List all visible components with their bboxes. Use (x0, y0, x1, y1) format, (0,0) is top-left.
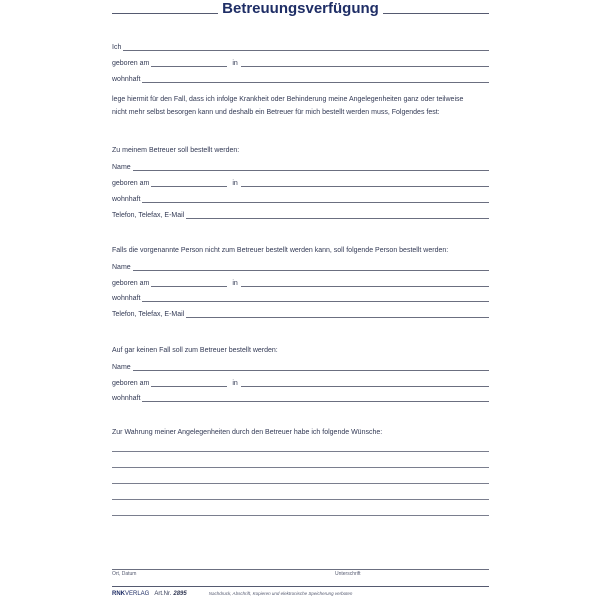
section3-heading: Auf gar keinen Fall soll zum Betreuer bestellt werden: (112, 347, 278, 354)
article-label: Art.Nr. (154, 591, 172, 597)
s2-birth-row (112, 276, 489, 288)
residence-field[interactable] (142, 82, 489, 83)
article-number: 2895 (173, 591, 187, 597)
s3-residence-row (112, 391, 489, 403)
intro-line-1: lege hiermit für den Fall, dass ich infolge Krankheit oder Behinderung meine Angelegenheiten ganz oder teilweise (112, 96, 464, 103)
title-rule-left (112, 13, 218, 14)
wishes-heading: Zur Wahrung meiner Angelegenheiten durch den Betreuer habe ich folgende Wünsche: (112, 429, 383, 436)
in-label: in (232, 60, 238, 67)
born-label: geboren am (112, 60, 150, 67)
birth-place-field[interactable] (241, 66, 489, 67)
s1-contact-field[interactable] (186, 218, 489, 219)
signature-line[interactable] (112, 569, 489, 570)
section1-heading: Zu meinem Betreuer soll bestellt werden: (112, 147, 240, 154)
footer (112, 591, 489, 597)
declarant-birth-row (112, 56, 489, 68)
wishes-line[interactable] (112, 499, 489, 500)
born-label: geboren am (112, 180, 150, 187)
s3-residence-field[interactable] (142, 401, 489, 402)
s1-name-field[interactable] (133, 170, 489, 171)
born-label: geboren am (112, 280, 150, 287)
residence-label: wohnhaft (112, 395, 141, 402)
contact-label: Telefon, Telefax, E-Mail (112, 212, 185, 219)
name-label: Name (112, 164, 131, 171)
wishes-line[interactable] (112, 515, 489, 516)
residence-label: wohnhaft (112, 76, 141, 83)
birth-date-field[interactable] (151, 66, 227, 67)
in-label: in (232, 380, 238, 387)
intro-line-2: nicht mehr selbst besorgen kann und deshalb ein Betreuer für mich bestellt werden muss, Folgendes fest: (112, 109, 440, 116)
s1-residence-row (112, 192, 489, 204)
s2-contact-row (112, 307, 489, 319)
intro-paragraph (112, 93, 492, 119)
name-label: Name (112, 364, 131, 371)
in-label: in (232, 180, 238, 187)
s2-name-row (112, 260, 489, 272)
ich-row (112, 40, 489, 52)
title-row (112, 1, 489, 17)
s3-birth-place-field[interactable] (241, 386, 489, 387)
declarant-residence-row (112, 72, 489, 84)
place-date-label: Ort, Datum (112, 571, 137, 577)
in-label: in (232, 280, 238, 287)
contact-label: Telefon, Telefax, E-Mail (112, 311, 185, 318)
s1-residence-field[interactable] (142, 202, 489, 203)
s2-residence-row (112, 291, 489, 303)
s2-contact-field[interactable] (186, 317, 489, 318)
brand-name: VERLAG (125, 591, 150, 597)
born-label: geboren am (112, 380, 150, 387)
page-title: Betreuungsverfügung (222, 0, 379, 17)
s3-name-field[interactable] (133, 370, 489, 371)
ich-label: Ich (112, 44, 122, 51)
copyright-notice: Nachdruck, Abschrift, Kopieren und elektronische Speicherung verboten (208, 591, 353, 596)
s3-birth-row (112, 376, 489, 388)
name-label: Name (112, 264, 131, 271)
s1-birth-date-field[interactable] (151, 186, 227, 187)
brand-bold: RNK (112, 591, 125, 597)
section2-heading: Falls die vorgenannte Person nicht zum Betreuer bestellt werden kann, soll folgende Person bestellt werden: (112, 247, 449, 254)
s2-birth-place-field[interactable] (241, 286, 489, 287)
s3-birth-date-field[interactable] (151, 386, 227, 387)
s2-name-field[interactable] (133, 270, 489, 271)
residence-label: wohnhaft (112, 295, 141, 302)
title-rule-right (383, 13, 489, 14)
s1-name-row (112, 160, 489, 172)
footer-rule (112, 586, 489, 587)
s1-birth-place-field[interactable] (241, 186, 489, 187)
wishes-line[interactable] (112, 451, 489, 452)
s2-birth-date-field[interactable] (151, 286, 227, 287)
signature-label: Unterschrift (335, 571, 361, 577)
ich-field[interactable] (123, 50, 489, 51)
s3-name-row (112, 360, 489, 372)
s2-residence-field[interactable] (142, 301, 489, 302)
wishes-line[interactable] (112, 483, 489, 484)
s1-birth-row (112, 176, 489, 188)
wishes-line[interactable] (112, 467, 489, 468)
residence-label: wohnhaft (112, 196, 141, 203)
s1-contact-row (112, 208, 489, 220)
